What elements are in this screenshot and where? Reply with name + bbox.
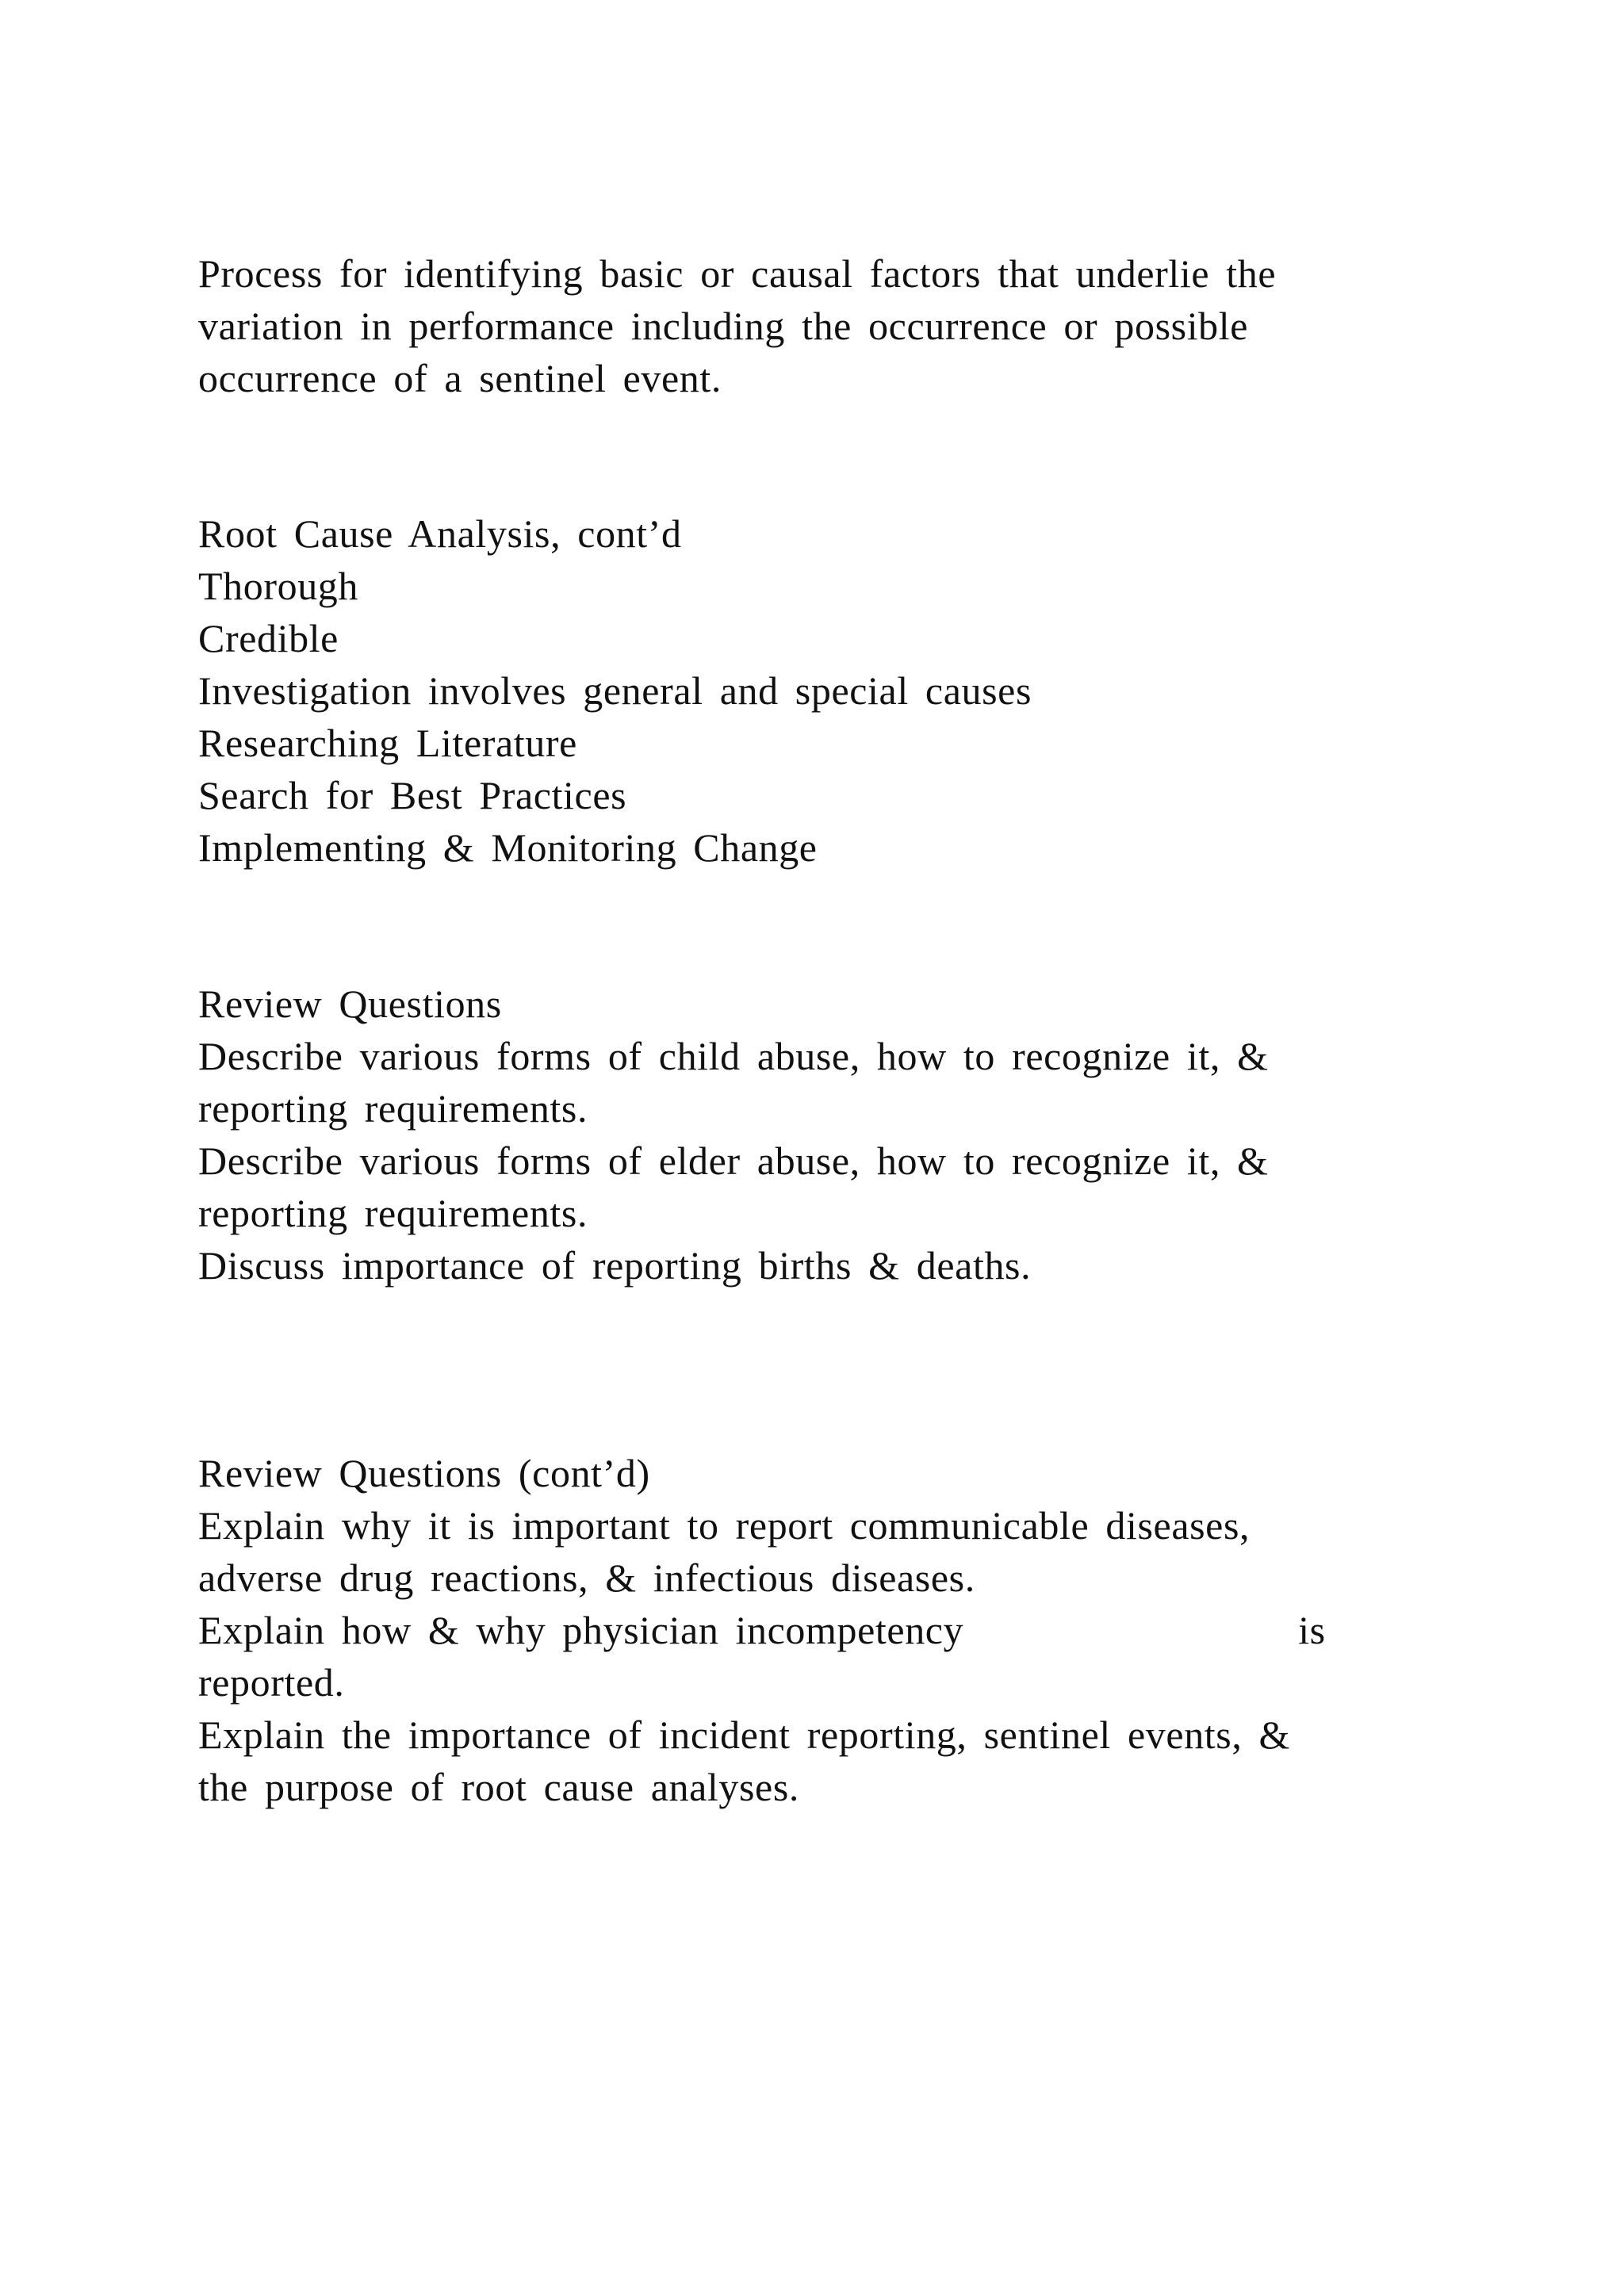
review-questions-contd-section	[198, 1447, 1435, 1813]
question-line: Explain how & why physician incompetency is	[198, 1608, 1326, 1652]
list-item: Investigation involves general and special causes	[198, 668, 1032, 713]
question-line: the purpose of root cause analyses.	[198, 1765, 799, 1809]
list-item: Thorough	[198, 564, 358, 608]
question-line: reported.	[198, 1660, 345, 1705]
definition-paragraph	[198, 247, 1435, 404]
root-cause-analysis-section	[198, 507, 1435, 874]
question-line: reporting requirements.	[198, 1191, 588, 1235]
question-line: reporting requirements.	[198, 1086, 588, 1131]
review-questions-section	[198, 978, 1435, 1292]
section-heading: Review Questions (cont’d)	[198, 1451, 650, 1495]
definition-line: occurrence of a sentinel event.	[198, 356, 722, 400]
section-heading: Root Cause Analysis, cont’d	[198, 511, 682, 556]
list-item: Implementing & Monitoring Change	[198, 825, 818, 870]
question-line: Explain why it is important to report communicable diseases,	[198, 1503, 1251, 1548]
definition-line: Process for identifying basic or causal factors that underlie the	[198, 251, 1277, 296]
question-line: Explain the importance of incident reporting, sentinel events, &	[198, 1712, 1291, 1757]
list-item: Credible	[198, 616, 339, 660]
list-item: Researching Literature	[198, 721, 577, 765]
list-item: Search for Best Practices	[198, 773, 627, 817]
question-line: adverse drug reactions, & infectious diseases.	[198, 1556, 975, 1600]
question-line: Describe various forms of elder abuse, how to recognize it, &	[198, 1138, 1269, 1183]
definition-line: variation in performance including the occurrence or possible	[198, 304, 1249, 348]
question-line: Discuss importance of reporting births & deaths.	[198, 1243, 1032, 1288]
question-line: Describe various forms of child abuse, how to recognize it, &	[198, 1034, 1269, 1078]
section-heading: Review Questions	[198, 982, 502, 1026]
